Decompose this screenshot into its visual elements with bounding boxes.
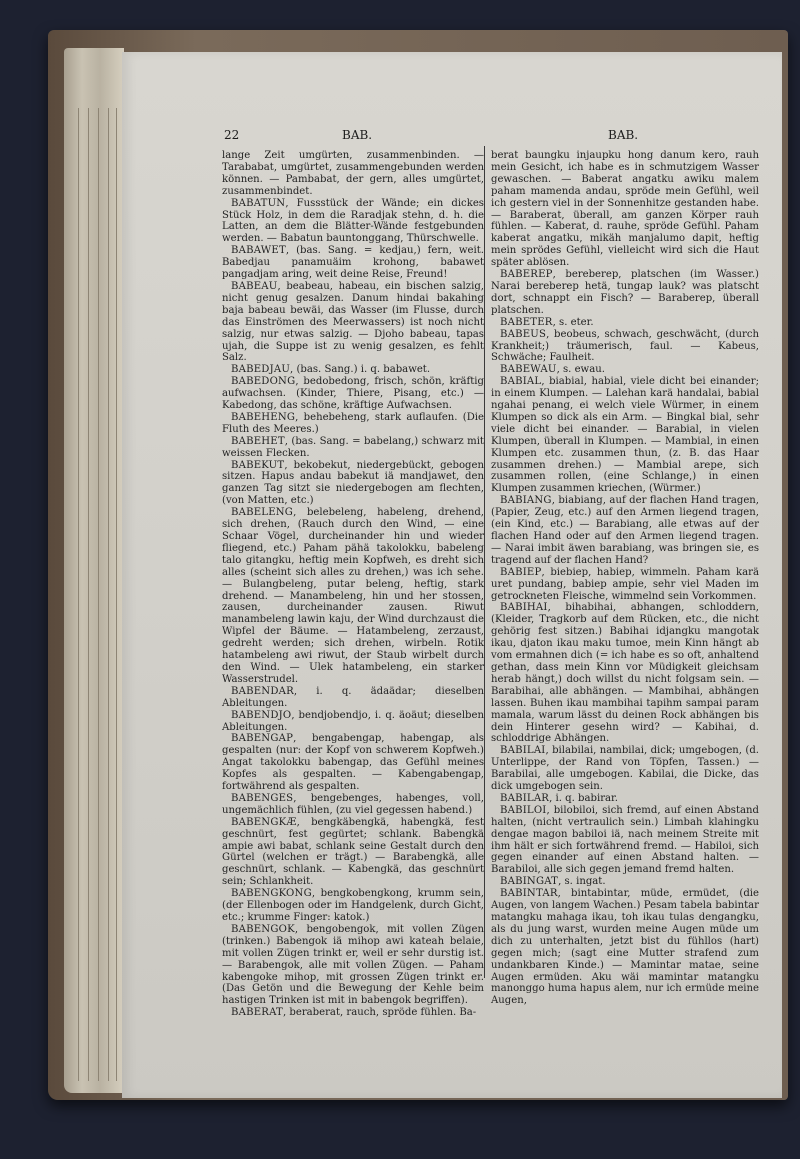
column-divider bbox=[484, 146, 485, 978]
definition-text: , s. ewau. bbox=[556, 364, 605, 376]
right-column bbox=[491, 150, 759, 1007]
dictionary-entry bbox=[491, 317, 759, 329]
headword: BABETER bbox=[500, 316, 553, 328]
definition-text: , beobeus, schwach, geschwächt, (durch Krankheit;) träumerisch, faul. — Kabeus, Schwäche; Faulheit. bbox=[491, 328, 759, 364]
page-edge-line bbox=[88, 108, 89, 1081]
definition-text: , belebeleng, habeleng, drehend, sich drehen, (Rauch durch den Wind, — eine Schaar Vögel, durcheinander hin und wieder fliegend, etc.) Paham pähä takolokku, babeleng talo gitangku, heftig mein Kopfweh, es dreht sich alles (scheint sich alles zu drehen,) was ich sehe. — Bulangbeleng, putar beleng, heftig, stark drehend. — Manambeleng, hin und her stossen, zausen, durcheinander zausen. Riwut manambeleng lawin kaju, der Wind durchzaust die Wipfel der Bäume. — Hatambeleng, zerzaust, gedreht werden; sich drehen, wirbeln. Rotik hatambeleng awi riwut, der Staub wirbelt durch den Wind. — Ulek hatambeleng, ein starker Wasserstrudel. bbox=[222, 507, 484, 685]
headword: BABILAI bbox=[500, 745, 546, 757]
definition-text: , (bas. Sang. = kedjau,) fern, weit. Babedjau panamuäim krohong, babawet pangadjam aring, weit deine Reise, Freund! bbox=[222, 245, 484, 281]
dictionary-entry bbox=[491, 745, 759, 793]
definition-text: , bengkäbengkä, habengkä, fest geschnürt, fest gegürtet; schlank. Babengkä ampie awi babat, schlank seine Gestalt durch den Gürtel (welchen er trägt.) — Barabengkä, alle geschnürt, schlank. — Kabengkä, das geschnürt sein; Schlankheit. bbox=[222, 816, 484, 888]
headword: BABEWAU bbox=[500, 364, 557, 376]
definition-text: , bilobiloi, sich fremd, auf einen Abstand halten, (nicht vertraulich sein.) Limbah klahingku dengae magon babiloi iä, nach meinem Streite mit ihm hält er sich fortwährend fremd. — Habiloi, sich gegen einander auf einen Abstand halten. — Barabiloi, alle sich gegen jemand fremd halten. bbox=[491, 804, 759, 876]
page-number: 22 bbox=[224, 128, 240, 142]
definition-text: lange Zeit umgürten, zusammenbinden. — Tarababat, umgürtet, zusammengebunden werden können. — Pambabat, der gern, alles umgürtet, zusammenbindet. bbox=[222, 150, 484, 197]
headword: BABENGES bbox=[231, 792, 294, 804]
definition-text: , bedobedong, frisch, schön, kräftig aufwachsen. (Kinder, Thiere, Pisang, etc.) — Kabedong, das schöne, kräftige Aufwachsen. bbox=[222, 376, 484, 412]
dictionary-entry bbox=[491, 602, 759, 745]
definition-text: , Fussstück der Wände; ein dickes Stück Holz, in dem die Raradjak stehn, d. h. die Latten, an dem die Blätter-Wände festgebunden werden. — Babatun bauntonggang, Thürschwelle. bbox=[222, 197, 484, 245]
headword: BABENGKÆ bbox=[231, 816, 297, 828]
definition-text: , s. eter. bbox=[552, 316, 594, 328]
headword: BABENDJO bbox=[231, 709, 292, 721]
running-head-left: BAB. bbox=[342, 128, 373, 142]
page-edge-line bbox=[116, 108, 117, 1081]
dictionary-entry bbox=[491, 329, 759, 365]
dictionary-entry bbox=[491, 876, 759, 888]
headword: BABENDAR bbox=[231, 685, 294, 697]
definition-text: , bengkobengkong, krumm sein, (der Ellenbogen oder im Handgelenk, durch Gicht, etc.; krumme Finger: katok.) bbox=[222, 888, 484, 923]
definition-text: , (bas. Sang. = babelang,) schwarz mit weissen Flecken. bbox=[222, 435, 484, 459]
dictionary-entry bbox=[222, 817, 484, 888]
dictionary-entry bbox=[491, 793, 759, 805]
dictionary-entry bbox=[222, 507, 484, 686]
page-edge-line bbox=[98, 108, 99, 1081]
definition-text: , bengobengok, mit vollen Zügen (trinken.) Babengok iä mihop awi kateah belaie, mit vollen Zügen trinkt er, weil er sehr durstig ist. — Barabengok, alle mit vollen Zügen. — Paham kabengoke mihop, mit grossen Zügen trinkt er. (Das Getön und die Bewegung der Kehle beim hastigen Trinken ist mit in babengok begriffen). bbox=[222, 923, 484, 1007]
dictionary-entry bbox=[222, 281, 484, 364]
page-edges bbox=[64, 48, 124, 1093]
definition-text: , bintabintar, müde, ermüdet, (die Augen, von langem Wachen.) Pesam tabela babintar matangku mahaga ikau, toh ikau tulas dengangku, als du jung warst, wurden meine Augen müde um dich zu unterhalten, jetzt bist du fühllos (hart) gegen mich; (sagt eine Mutter strafend zum undankbaren Kinde.) — Mamintar matae, seine Augen ermüden. Aku wäi mamintar matangku manonggo huma hapus alem, nur ich ermüde meine Augen, bbox=[491, 888, 759, 1007]
dictionary-entry bbox=[222, 436, 484, 460]
dictionary-entry bbox=[222, 710, 484, 734]
headword: BABENGAP bbox=[231, 733, 294, 745]
definition-text: , beabeau, habeau, ein bischen salzig, nicht genug gesalzen. Danum hindai bakahing baja babeau bewäi, das Wasser (im Flusse, durch das Einströmen des Meerwassers) ist noch nicht salzig, nur etwas salzig. — Djoho babeau, tapas ujah, die Suppe ist zu wenig gesalzen, es fehlt Salz. bbox=[222, 280, 484, 364]
definition-text: , bilabilai, nambilai, dick; umgebogen, (d. Unterlippe, der Rand von Töpfen, Tassen.) — Barabilai, alle umgebogen. Kabilai, die Dicke, das dick umgebogen sein. bbox=[491, 745, 759, 793]
definition-text: , biabial, habial, viele dicht bei einander; in einem Klumpen. — Lalehan karä handalai, babial ngahai penang, ei welch viele Würmer, in einem Klumpen so dick als ein Arm. — Bingkal bial, sehr viele dicht bei einander. — Barabial, in vielen Klumpen, überall in Klumpen. — Mambial, in einen Klumpen etc. zusammen thun, (z. B. das Haar zusammen drehen.) — Mambial arepe, sich zusammen rollen, (eine Schlange,) in einen Klumpen zusammen kriechen, (Würmer.) bbox=[491, 376, 759, 495]
definition-text: , biabiang, auf der flachen Hand tragen, (Papier, Zeug, etc.) auf den Armen liegend tragen, (ein Kind, etc.) — Barabiang, alle etwas auf der flachen Hand oder auf den Armen liegend tragen. — Narai imbit äwen barabiang, was bringen sie, es tragend auf der flachen Hand? bbox=[491, 495, 759, 566]
page-edge-line bbox=[78, 108, 79, 1081]
dictionary-entry bbox=[222, 198, 484, 246]
definition-text: , (bas. Sang.) i. q. babawet. bbox=[290, 364, 431, 376]
dictionary-entry bbox=[222, 460, 484, 508]
dictionary-entry bbox=[222, 245, 484, 281]
dictionary-entry bbox=[491, 495, 759, 566]
definition-text: , i. q. babirar. bbox=[549, 792, 618, 804]
dictionary-entry bbox=[491, 567, 759, 603]
dictionary-entry bbox=[491, 805, 759, 876]
headword: BABIHAI bbox=[500, 602, 548, 614]
headword: BABELENG bbox=[231, 507, 294, 519]
dictionary-entry bbox=[491, 376, 759, 495]
headword: BABEUS bbox=[500, 328, 547, 340]
dictionary-entry bbox=[491, 364, 759, 376]
dictionary-entry bbox=[222, 1007, 484, 1019]
headword: BABEAU bbox=[231, 280, 278, 292]
headword: BABIAL bbox=[500, 376, 542, 388]
page-edge-line bbox=[108, 108, 109, 1081]
definition-text: , bihabihai, abhangen, schloddern, (Kleider, Tragkorb auf dem Rücken, etc., die nicht gehörig fest sitzen.) Babihai idjangku mangotak ikau, djaton ikau maku tumoe, mein Kinn hängt ab vom ermahnen dich (= ich habe es so oft, anhaltend gethan, dass mein Kinn vor Müdigkeit gleichsam herab hängt,) doch willst du nicht folgsam sein. — Barabihai, alle abhängen. — Mambihai, abhängen lassen. Buhen ikau mambihai tapihm sampai param mamala, warum lässt du deinen Rock abhängen bis dein Hinterer gesehn wird? — Kabihai, d. schloddrige Abhängen. bbox=[491, 602, 759, 745]
dictionary-entry bbox=[222, 364, 484, 376]
headword: BABENGKONG bbox=[231, 888, 312, 900]
dictionary-entry bbox=[222, 924, 484, 1007]
running-head-right: BAB. bbox=[608, 128, 639, 142]
dictionary-entry bbox=[491, 269, 759, 317]
dictionary-entry bbox=[222, 686, 484, 710]
dictionary-entry bbox=[222, 412, 484, 436]
definition-text: , biebiep, habiep, wimmeln. Paham karä uret pundang, babiep ampie, sehr viel Maden im getrockneten Fleische, wimmelnd sein Vorkommen. bbox=[491, 566, 759, 602]
left-column bbox=[222, 150, 484, 1019]
headword: BABEKUT bbox=[231, 459, 285, 471]
definition-text: , bengebenges, habenges, voll, ungemächlich fühlen, (zu viel gegessen habend.) bbox=[222, 792, 484, 816]
dictionary-entry bbox=[222, 733, 484, 793]
dictionary-entry bbox=[222, 793, 484, 817]
entry-continuation bbox=[222, 150, 484, 198]
headword: BABIANG bbox=[500, 495, 552, 507]
headword: BABEREP bbox=[500, 269, 553, 281]
headword: BABATUN bbox=[231, 197, 286, 209]
definition-text: berat baungku injaupku hong danum kero, rauh mein Gesicht, ich habe es in schmutzigem Wasser gewaschen. — Baberat angatku awiku malem paham mamenda andau, spröde mein Gefühl, weil ich gestern viel in der Sonnenhitze gestanden habe. — Baraberat, überall, am ganzen Körper rauh fühlen. — Kaberat, d. rauhe, spröde Gefühl. Paham kaberat angatku, mikäh manjalumo dapit, heftig mein sprödes Gefühl, vielleicht wird sich die Haut später ablösen. bbox=[491, 150, 759, 269]
definition-text: , beraberat, rauch, spröde fühlen. Ba- bbox=[282, 1007, 477, 1019]
headword: BABENGOK bbox=[231, 923, 295, 935]
definition-text: , bereberep, platschen (im Wasser.) Narai bereberep hetä, tungap lauk? was platscht dort, schnappt ein Fisch? — Baraberep, überall platschen. bbox=[491, 269, 759, 316]
entry-continuation bbox=[491, 150, 759, 269]
definition-text: , s. ingat. bbox=[558, 876, 606, 888]
headword: BABIEP bbox=[500, 566, 542, 578]
headword: BABEDONG bbox=[231, 376, 296, 388]
headword: BABILAR bbox=[500, 792, 550, 804]
headword: BABINTAR bbox=[500, 888, 558, 900]
definition-text: , bendjobendjo, i. q. äoäut; dieselben Ableitungen. bbox=[222, 709, 484, 733]
headword: BABINGAT bbox=[500, 876, 559, 888]
definition-text: , bengabengap, habengap, als gespalten (nur: der Kopf von schwerem Kopfweh.) Angat takolokku babengap, das Gefühl meines Kopfes als gespalten. — Kabengabengap, fortwährend als gespalten. bbox=[222, 733, 484, 793]
definition-text: , bekobekut, niedergebückt, gebogen sitzen. Hapus andau babekut iä mandjawet, den ganzen Tag sitzt sie niedergebogen am flechten, (von Matten, etc.) bbox=[222, 459, 484, 507]
dictionary-entry bbox=[222, 376, 484, 412]
headword: BABEHET bbox=[231, 435, 285, 447]
dictionary-entry bbox=[491, 888, 759, 1007]
dictionary-entry bbox=[222, 888, 484, 924]
headword: BABEDJAU bbox=[231, 364, 291, 376]
definition-text: , i. q. ädaädar; dieselben Ableitungen. bbox=[222, 685, 484, 709]
headword: BABILOI bbox=[500, 804, 547, 816]
headword: BABERAT bbox=[231, 1007, 283, 1019]
definition-text: , behebeheng, stark auflaufen. (Die Fluth des Meeres.) bbox=[222, 411, 484, 435]
headword: BABEHENG bbox=[231, 411, 296, 423]
headword: BABAWET bbox=[231, 245, 286, 257]
